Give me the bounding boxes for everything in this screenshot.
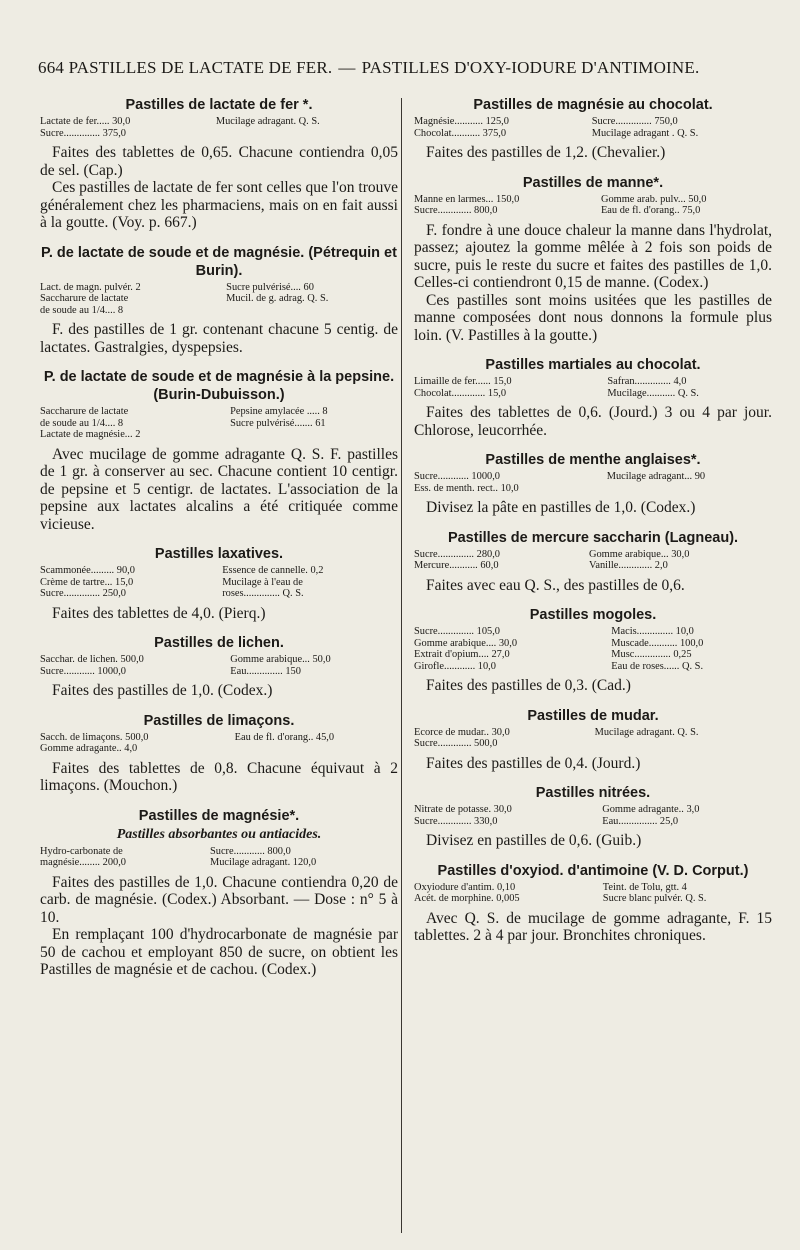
ingredient-table [414,376,772,399]
ingredient-row [40,418,398,430]
ingredient-row [414,560,772,572]
ingredient-cell: Pepsine amylacée ..... 8 [230,406,328,417]
ingredient-row [40,128,398,140]
recipe-section [414,529,772,595]
recipe-title: Pastilles de mudar. [527,707,659,724]
recipe-section [414,174,772,345]
recipe-text: Faites des pastilles de 0,3. (Cad.) [426,677,631,694]
ingredient-cell: Limaille de fer...... 15,0 [414,376,512,387]
ingredient-cell: Sacch. de limaçons. 500,0 [40,731,149,743]
recipe-text: Faites avec eau Q. S., des pastilles de 0,6. [426,576,685,594]
ingredient-table [414,116,772,139]
ingredient-row [414,388,772,400]
recipe-section [414,356,772,439]
ingredient-cell: Lact. de magn. pulvér. 2 [40,281,141,293]
recipe-title: Pastilles d'oxyiod. d'antimoine (V. D. Corput.) [437,862,749,879]
ingredient-row [40,588,398,600]
recipe-section [414,707,772,773]
ingredient-row [414,205,772,217]
ingredient-row [40,577,398,589]
recipe-section [40,545,398,622]
recipe-subtitle: Pastilles absorbantes ou antiacides. [116,826,322,842]
ingredient-row [414,128,772,140]
ingredient-table [414,727,772,750]
ingredient-cell: Ecorce de mudar.. 30,0 [414,726,510,738]
recipe-text: Faites des tablettes de 4,0. (Pierq.) [52,604,266,622]
ingredient-cell: Gomme arab. pulv... 50,0 [600,193,707,205]
ingredient-cell: Eau............... 25,0 [602,815,679,827]
ingredient-cell: Eau de roses...... Q. S. [611,660,704,672]
ingredient-cell: Sucre.............. 250,0 [40,588,127,599]
recipe-text: Ces pastilles sont moins usitées que les pastilles de manne composées dont nous donnons la formule plus loin. (V. Pastilles à la goutte.) [414,291,772,344]
ingredient-cell: Magnésie........... 125,0 [414,116,509,127]
recipe-title: Pastilles martiales au chocolat. [485,357,701,373]
recipe-title: Pastilles de menthe anglaises*. [485,452,701,468]
ingredient-table [40,565,398,600]
ingredient-row [414,882,772,894]
recipe-title: P. de lactate de soude et de magnésie. (Pétrequin et Burin). [41,244,397,279]
recipe-section [414,862,772,945]
ingredient-row [414,738,772,750]
recipe-text: Faites des pastilles de 1,2. (Chevalier.) [426,144,666,161]
left-running-title: PASTILLES DE LACTATE DE FER. [68,58,333,77]
ingredient-cell: Eau de fl. d'orang.. 75,0 [600,205,701,216]
ingredient-row [40,565,398,577]
ingredient-cell: Eau de fl. d'orang.. 45,0 [234,731,335,743]
ingredient-cell: Manne en larmes... 150,0 [414,193,520,205]
ingredient-cell: magnésie........ 200,0 [40,857,126,868]
ingredient-row [40,743,398,755]
running-head [38,58,786,78]
recipe-title: Pastilles de manne*. [522,174,664,191]
ingredient-cell: Mucilage adragant. Q. S. [594,726,699,738]
ingredient-cell: de soude au 1/4.... 8 [40,417,124,429]
ingredient-cell: Gomme arabique.... 30,0 [414,637,518,649]
right-column [414,96,772,957]
recipe-section [40,807,398,979]
ingredient-cell: Mucilage adragant... 90 [606,471,706,482]
ingredient-cell [607,483,772,495]
page-number: 664 [38,58,65,77]
ingredient-cell: Sucre............ 1000,0 [414,471,501,482]
ingredient-cell: Mucil. de g. adrag. Q. S. [226,293,329,304]
recipe-text: Faites des pastilles de 1,0. (Codex.) [52,682,273,699]
ingredient-row [414,116,772,128]
ingredient-row [40,654,398,666]
ingredient-cell: Mercure........... 60,0 [414,560,499,571]
ingredient-row [40,406,398,418]
ingredient-row [40,116,398,128]
recipe-section [414,451,772,517]
ingredient-row [40,846,398,858]
recipe-text: Faites des tablettes de 0,65. Chacune contiendra 0,05 de sel. (Cap.) [40,144,398,179]
recipe-text: En remplaçant 100 d'hydrocarbonate de magnésie par 50 de cachou et employant 850 de sucre, on obtient les Pastilles de magnésie et de cachou. (Codex.) [40,926,398,978]
ingredient-row [40,293,398,305]
ingredient-cell: Safran.............. 4,0 [607,376,687,387]
ingredient-cell: Ess. de menth. rect.. 10,0 [414,482,519,494]
ingredient-row [414,816,772,828]
ingredient-cell: Mucilage adragant . Q. S. [591,127,699,139]
ingredient-table [40,846,398,869]
ingredient-row [40,732,398,744]
recipe-title: Pastilles de magnésie*. [138,807,300,824]
ingredient-table [40,406,398,441]
recipe-text: Ces pastilles de lactate de fer sont celles que l'on trouve généralement chez les pharmaciens, mais on en fait aussi à la goutte. (Voy. p. 667.) [40,179,398,231]
ingredient-cell: Mucilage........... Q. S. [607,387,699,399]
ingredient-cell: roses.............. Q. S. [222,588,304,599]
recipe-text: Avec mucilage de gomme adragante Q. S. F. pastilles de 1 gr. à conserver au sec. Chacune contient 10 centigr. de pepsine et 5 centigr. de lactates. L'association de la pepsine aux lactates alcalins a été critiquée comme vicieuse. [40,445,398,533]
ingredient-row [414,194,772,206]
ingredient-cell: Saccharure de lactate [40,406,129,417]
ingredient-cell: Teint. de Tolu, gtt. 4 [602,881,687,893]
recipe-section [40,712,398,795]
ingredient-row [40,305,398,317]
ingredient-cell: Oxyiodure d'antim. 0,10 [414,881,516,893]
recipe-title: Pastilles de lichen. [154,635,284,651]
recipe-title: P. de lactate de soude et de magnésie à la pepsine. (Burin-Dubuisson.) [43,369,395,403]
ingredient-cell: Sacchar. de lichen. 500,0 [40,654,144,665]
ingredient-cell: Lactate de magnésie... 2 [40,429,141,440]
recipe-section [414,606,772,695]
ingredient-cell [230,429,398,441]
ingredient-cell: Sucre pulvérisé....... 61 [230,417,326,429]
ingredient-table [414,194,772,217]
ingredient-row [414,804,772,816]
recipe-text: Faites des pastilles de 0,4. (Jourd.) [426,754,641,772]
ingredient-cell: Crème de tartre... 15,0 [40,576,134,588]
recipe-section [414,784,772,850]
ingredient-cell: Lactate de fer..... 30,0 [40,116,131,127]
ingredient-cell: Extrait d'opium.... 27,0 [414,649,510,660]
ingredient-table [414,549,772,572]
ingredient-row [414,661,772,673]
recipe-title: Pastilles nitrées. [535,785,651,801]
ingredient-row [414,483,772,495]
ingredient-row [414,376,772,388]
ingredient-cell: Musc.............. 0,25 [611,649,692,660]
recipe-section [40,368,398,533]
ingredient-table [40,732,398,755]
ingredient-cell: Sucre............. 330,0 [414,815,498,827]
ingredient-row [414,549,772,561]
ingredient-cell: Chocolat............. 15,0 [414,387,507,399]
ingredient-row [40,666,398,678]
recipe-title: Pastilles de limaçons. [143,712,295,729]
ingredient-table [414,804,772,827]
ingredient-cell [216,128,398,140]
ingredient-table [40,282,398,317]
ingredient-row [414,727,772,739]
ingredient-cell: Acét. de morphine. 0,005 [414,893,520,904]
ingredient-table [414,882,772,905]
ingredient-row [414,471,772,483]
recipe-title: Pastilles mogoles. [529,607,657,623]
ingredient-cell [235,743,398,755]
ingredient-cell: Mucilage adragant. Q. S. [215,116,320,127]
ingredient-cell: Sucre............ 800,0 [209,845,291,857]
ingredient-cell: Sucre blanc pulvér. Q. S. [602,893,707,904]
recipe-title: Pastilles de lactate de fer *. [125,97,313,113]
ingredient-cell: Sucre pulvérisé.... 60 [226,281,314,293]
recipe-section [414,96,772,162]
recipe-title: Pastilles laxatives. [154,546,284,562]
ingredient-cell: de soude au 1/4.... 8 [40,304,124,316]
ingredient-cell: Nitrate de potasse. 30,0 [414,804,512,815]
ingredient-cell: Mucilage adragant. 120,0 [209,857,317,868]
ingredient-table [40,654,398,677]
recipe-text: Divisez la pâte en pastilles de 1,0. (Codex.) [426,499,696,516]
ingredient-row [414,649,772,661]
recipe-section [40,244,398,357]
ingredient-cell: Vanille............. 2,0 [588,560,668,571]
ingredient-cell: Sucre.............. 105,0 [414,626,501,637]
column-divider [401,98,402,1233]
recipe-text: Faites des tablettes de 0,8. Chacune équivaut à 2 limaçons. (Mouchon.) [40,759,398,794]
ingredient-row [414,893,772,905]
ingredient-cell: Chocolat........... 375,0 [414,127,507,139]
recipe-text: Faites des tablettes de 0,6. (Jourd.) 3 ou 4 par jour. Chlorose, leucorrhée. [414,404,772,439]
ingredient-table [414,626,772,672]
recipe-text: F. des pastilles de 1 gr. contenant chacune 5 centig. de lactates. Gastralgies, dyspepsies. [40,321,398,356]
ingredient-cell: Sucre.............. 375,0 [40,127,127,139]
ingredient-cell: Gomme arabique... 30,0 [588,548,690,560]
ingredient-cell: Hydro-carbonate de [40,845,123,857]
ingredient-cell: Mucilage à l'eau de [222,576,303,588]
recipe-title: Pastilles de magnésie au chocolat. [473,97,713,113]
ingredient-row [40,282,398,294]
right-running-title: PASTILLES D'OXY-IODURE D'ANTIMOINE. [361,58,700,77]
recipe-section [40,634,398,700]
ingredient-cell: Macis.............. 10,0 [611,626,694,637]
recipe-text: Divisez en pastilles de 0,6. (Guib.) [426,832,642,849]
ingredient-row [414,638,772,650]
recipe-section [40,96,398,232]
ingredient-cell: Gomme arabique... 50,0 [230,654,331,665]
ingredient-cell [595,738,772,750]
ingredient-cell: Sucre............. 800,0 [414,205,498,216]
recipe-text: F. fondre à une douce chaleur la manne dans l'hydrolat, passez; ajoutez la gomme mêlée à 2 fois son poids de sucre, puis le reste du sucre et faites des pastilles de 1,0. Celles-ci contiendront 0,15 de manne. (Codex.) [414,221,772,291]
ingredient-cell: Sucre.............. 750,0 [591,116,678,127]
recipe-text: Faites des pastilles de 1,0. Chacune contiendra 0,20 de carb. de magnésie. (Codex.) Absorbant. — Dose : n° 5 à 10. [40,873,398,926]
ingredient-cell: Gomme adragante.. 3,0 [602,804,700,815]
title-separator: — [338,58,356,77]
ingredient-cell: Sucre.............. 280,0 [414,548,501,560]
ingredient-row [40,429,398,441]
ingredient-cell: Saccharure de lactate [40,293,129,304]
ingredient-cell [226,305,398,317]
recipe-title: Pastilles de mercure saccharin (Lagneau). [447,529,739,546]
ingredient-table [40,116,398,139]
left-column [40,96,398,991]
ingredient-cell: Sucre............. 500,0 [414,738,498,749]
ingredient-row [40,857,398,869]
ingredient-row [414,626,772,638]
ingredient-cell: Essence de cannelle. 0,2 [222,565,324,576]
ingredient-cell: Gomme adragante.. 4,0 [40,743,138,754]
ingredient-table [414,471,772,494]
ingredient-cell: Sucre............ 1000,0 [40,665,127,677]
ingredient-cell: Girofle............ 10,0 [414,660,496,672]
ingredient-cell: Muscade........... 100,0 [611,637,704,649]
ingredient-cell: Scammonée......... 90,0 [40,565,135,576]
recipe-text: Avec Q. S. de mucilage de gomme adragante, F. 15 tablettes. 2 à 4 par jour. Bronchites chroniques. [414,909,772,944]
ingredient-cell: Eau.............. 150 [230,665,301,677]
